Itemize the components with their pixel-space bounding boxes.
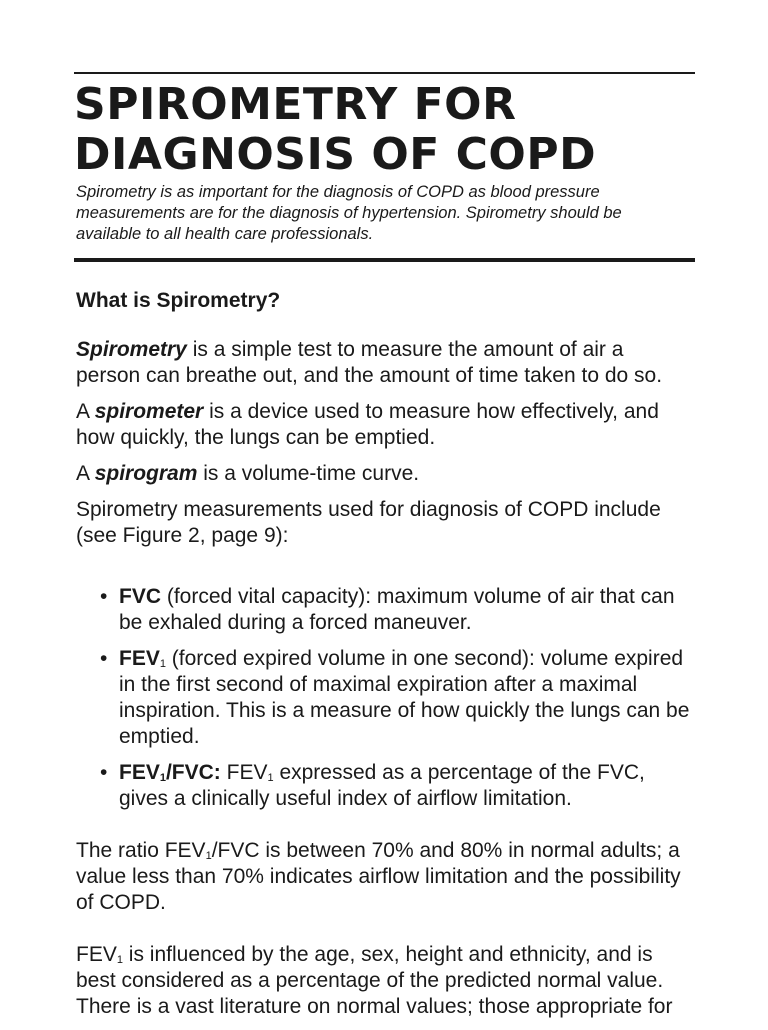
- subscript: 1: [205, 850, 212, 862]
- top-rule: [74, 72, 695, 74]
- bullet-text-fev1-fvc-b: expressed as a percentage of the FVC, gives a clinically useful index of airflow limitation.: [119, 761, 645, 810]
- bullet-text-fev1: (forced expired volume in one second): volume expired in the first second of maximal expiration after a maximal inspiration. This is a measure of how quickly the lungs can be emptied.: [119, 647, 690, 748]
- bullet-term-fev1-fvc-a: FEV: [119, 761, 160, 784]
- def-spirogram-prefix: A: [76, 462, 95, 485]
- list-item-fev1-fvc: [76, 760, 691, 812]
- def-spirometer: [76, 399, 691, 451]
- ratio-paragraph: [76, 838, 691, 916]
- term-spirogram: spirogram: [94, 462, 198, 485]
- measurements-intro: Spirometry measurements used for diagnosis of COPD include (see Figure 2, page 9):: [76, 498, 661, 547]
- ratio-b: /FVC is between 70% and 80% in normal adults; a value less than 70% indicates airflow limitation and the possibility of COPD.: [76, 839, 681, 914]
- term-spirometry: Spirometry: [76, 338, 187, 361]
- def-spirometer-prefix: A: [76, 400, 95, 423]
- bullet-text-fev1-fvc-a: FEV: [220, 761, 268, 784]
- def-spirometry-text: is a simple test to measure the amount of air a person can breathe out, and the amount of time taken to do so.: [76, 338, 663, 387]
- title-line-2: DIAGNOSIS OF COPD: [74, 129, 597, 180]
- subscript: 1: [267, 772, 274, 784]
- section-heading: What is Spirometry?: [76, 289, 281, 312]
- subscript: 1: [159, 658, 166, 670]
- header-bottom-rule: [74, 258, 695, 262]
- intro-text: Spirometry is as important for the diagnosis of COPD as blood pressure measurements are for the diagnosis of hypertension. Spirometry should be available to all health care professionals.: [76, 183, 622, 243]
- bullet-term-fev1-fvc-b: /FVC:: [165, 761, 221, 784]
- def-spirogram-text: is a volume-time curve.: [197, 462, 420, 485]
- bullet-text-fvc: (forced vital capacity): maximum volume of air that can be exhaled during a forced maneuver.: [119, 585, 675, 634]
- list-item-fev1: [76, 646, 691, 750]
- def-spirogram: [76, 461, 691, 487]
- bullet-icon: •: [100, 585, 108, 608]
- fev1-paragraph: [76, 942, 691, 1020]
- list-item-fvc: [76, 584, 691, 636]
- fev1-b: is influenced by the age, sex, height and ethnicity, and is best considered as a percentage of the predicted normal value. There is a vast literature on normal values; those appropriate for: [76, 943, 673, 1018]
- measurement-list: [76, 584, 691, 812]
- ratio-a: The ratio FEV: [76, 839, 206, 862]
- term-spirometer: spirometer: [94, 400, 204, 423]
- bullet-icon: •: [100, 647, 108, 670]
- bullet-icon: •: [100, 761, 108, 784]
- bullet-term-fvc: FVC: [119, 585, 161, 608]
- fev1-a: FEV: [76, 943, 117, 966]
- page-title: [74, 80, 714, 180]
- def-spirometry: [76, 337, 691, 389]
- subscript: 1: [159, 772, 166, 784]
- bullet-term-fev1: FEV: [119, 647, 160, 670]
- def-spirometer-text: is a device used to measure how effectively, and how quickly, the lungs can be emptied.: [76, 400, 659, 449]
- title-line-1: SPIROMETRY FOR: [74, 79, 517, 130]
- main-content: [76, 288, 691, 1030]
- subscript: 1: [116, 954, 123, 966]
